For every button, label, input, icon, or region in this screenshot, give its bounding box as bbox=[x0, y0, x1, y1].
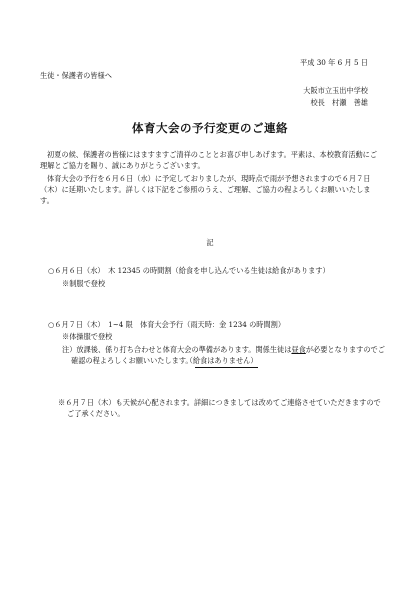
document-date: 平成 30 年 6 月 5 日 bbox=[300, 58, 368, 67]
principal-name: 校長 村瀬 善雄 bbox=[310, 98, 368, 107]
weather-notice: ※６月７日（木）も天候が心配されます。詳細につきましては改めてご連絡させていただきますのでご了承ください。 bbox=[58, 398, 381, 418]
schedule-item-june-7-note: ※体操服で登校 bbox=[62, 332, 113, 341]
no-school-lunch-note: （給食はありません） bbox=[195, 356, 258, 368]
schedule-item-june-7: ○６月７日（木） 1~4 限 体育大会予行（雨天時：金 1234 の時間割） bbox=[48, 320, 286, 329]
schedule-item-june-6: ○６月６日（水） 木 12345 の時間割（給食を申し込んでいる生徒は給食があります） bbox=[48, 266, 330, 275]
school-name: 大阪市立玉出中学校 bbox=[303, 86, 368, 95]
schedule-item-june-6-note: ※制服で登校 bbox=[62, 279, 106, 288]
addressee: 生徒・保護者の皆様へ bbox=[40, 71, 112, 80]
ki-heading: 記 bbox=[206, 238, 214, 247]
announcement-paragraph: 体育大会の予行を６月６日（水）に予定しておりましたが、現時点で雨が予想されますので６月７日（木）に延期いたします。詳しくは下記をご参照のうえ、ご理解、ご協力の程よろしくお願いいたします。 bbox=[40, 174, 371, 205]
after-school-note bbox=[62, 345, 391, 368]
note-lunch-underlined: 昼食 bbox=[291, 345, 306, 354]
note-text-before: 注）放課後、係り打ち合わせと体育大会の準備があります。関係生徒は bbox=[62, 345, 292, 354]
document-title: 体育大会の予行変更のご連絡 bbox=[132, 121, 288, 135]
note-text-after: が必要となりますのでご確認の程よろしくお願いいたします。 bbox=[71, 345, 385, 365]
greeting-paragraph: 初夏の候、保護者の皆様にはますますご清祥のこととお喜び申しあげます。平素は、本校教育活動にご理解とご協力を賜り、誠にありがとうございます。 bbox=[40, 150, 378, 170]
